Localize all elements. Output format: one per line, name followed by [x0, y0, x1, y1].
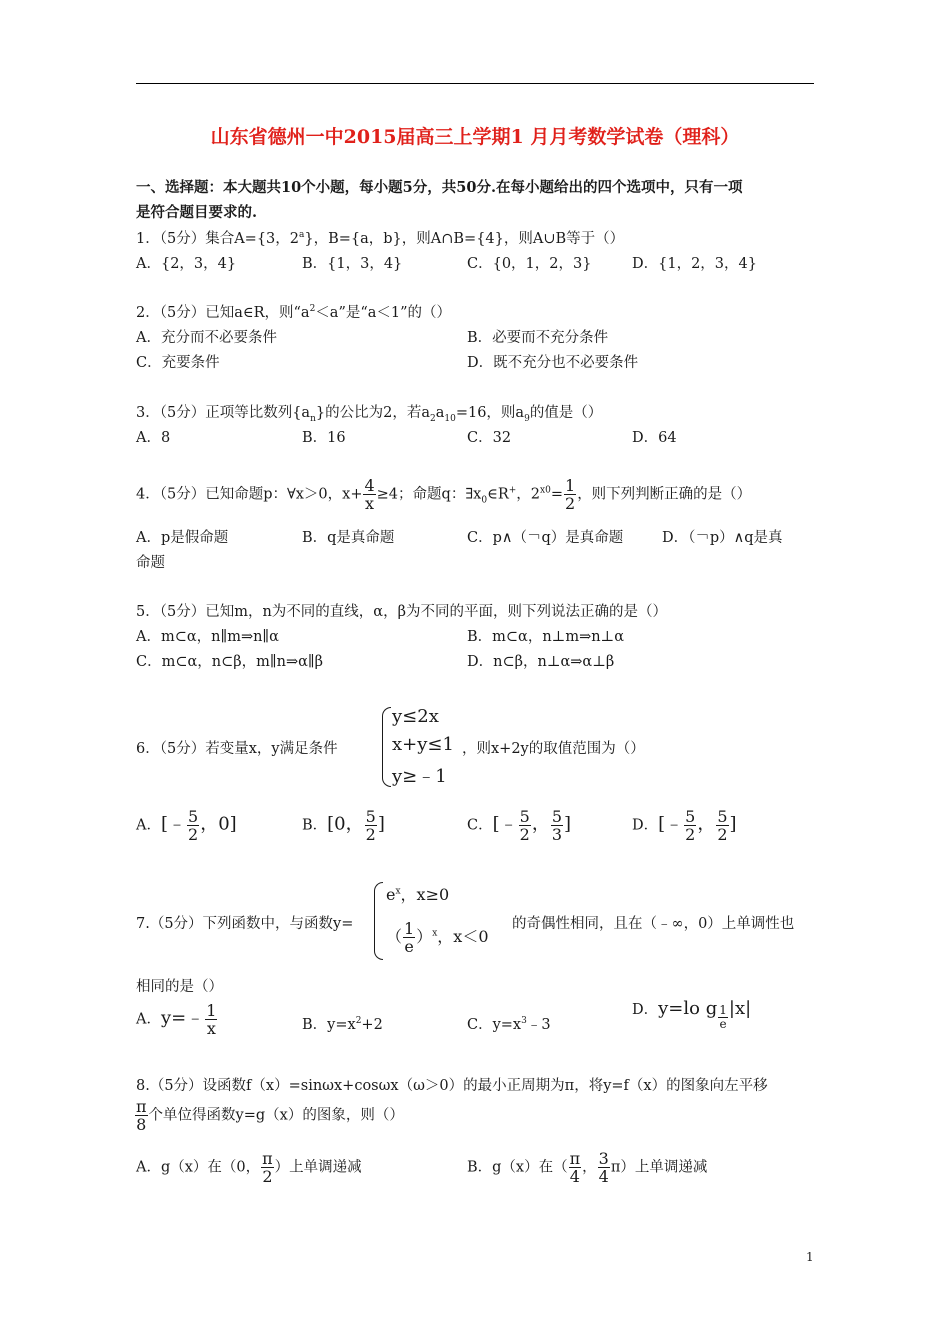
q1-option-b: B．{1，3，4} [302, 256, 403, 272]
q3-option-c: C．32 [467, 430, 512, 446]
question-7-stem-cont: 相同的是（） [136, 979, 223, 995]
q4-option-b: B．q是真命题 [302, 530, 395, 546]
question-1-stem: 1．（5分）集合A={3，2$^a$}，B={a，b}，则A∩B={4}，则A∪B等于（） [136, 230, 625, 247]
question-8-stem: 8.（5分）设函数f（x）=sinωx+cosωx（ω＞0）的最小正周期为π，将y=f（x）的图象向左平移 [136, 1078, 768, 1094]
fraction-1-over-2: $\frac{1}{2}$ [565, 476, 576, 513]
q7-option-c: C．$y=x^3﹣3$ [467, 1016, 551, 1033]
system-brace [382, 707, 391, 787]
q6-condition-3: y≥﹣1 [392, 766, 447, 787]
q1-option-a: A．{2，3，4} [136, 256, 237, 272]
page-title: 山东省德州一中2015届高三上学期1 月月考数学试卷（理科） [210, 126, 740, 148]
q2-option-c: C．充要条件 [136, 355, 220, 371]
q8-option-a: A．g（x）在（0， $\frac{\pi}{2}$ ）上单调递减 [136, 1149, 362, 1186]
q4-option-a: A．p是假命题 [136, 530, 229, 546]
q3-option-b: B．16 [302, 430, 346, 446]
q6-option-b: B．[0， $\frac{5}{2}$ ] [302, 807, 385, 844]
question-6-stem-start: 6．（5分）若变量x，y满足条件 [136, 741, 338, 757]
question-3-stem: 3．（5分）正项等比数列$\{a_n\}$的公比为2，若$a_2a_{10}=16$，则$a_9$的值是（） [136, 405, 603, 424]
q7-option-b: B．$y=x^2+2$ [302, 1016, 383, 1033]
q7-case-2: （ $\frac{1}{e}$ ）$^x$，x＜0 [386, 919, 489, 956]
question-7-stem-start: 7.（5分）下列函数中，与函数y= [136, 916, 354, 932]
q6-condition-2: x+y≤1 [392, 734, 454, 755]
q4-option-c: C．p∧（￢q）是真命题 [467, 530, 624, 546]
q2-option-a: A．充分而不必要条件 [136, 330, 277, 346]
question-5-stem: 5．（5分）已知m，n为不同的直线，α，β为不同的平面，则下列说法正确的是（） [136, 604, 667, 620]
q6-option-c: C．[﹣ $\frac{5}{2}$ ， $\frac{5}{3}$ ] [467, 807, 572, 844]
q6-option-a: A．[﹣ $\frac{5}{2}$ ，0] [136, 807, 237, 844]
question-8-stem-cont: $\frac{\pi}{8}$ 个单位得函数y=g（x）的图象，则（） [136, 1097, 404, 1134]
q4-option-d: D．（￢p）∧q是真 [662, 530, 783, 546]
piecewise-brace [374, 882, 383, 960]
q3-option-d: D．64 [632, 430, 677, 446]
question-6-stem-end: ，则x+2y的取值范围为（） [462, 741, 645, 757]
q7-option-d: D．y=lo g $\frac{1}{e}$ |x| [632, 998, 752, 1031]
q5-option-b: B．m⊂α，n⊥m⇒n⊥α [467, 629, 624, 645]
q4-option-d-continued: 命题 [136, 555, 165, 571]
question-2-stem: 2．（5分）已知a∈R，则“$a^2<a$”是“a＜1”的（） [136, 304, 452, 321]
q1-option-c: C．{0，1，2，3} [467, 256, 592, 272]
fraction-4-over-x: $\frac{4}{x}$ [364, 476, 375, 513]
q6-condition-1: y≤2x [392, 706, 439, 727]
header-rule [136, 83, 814, 84]
q2-option-b: B．必要而不充分条件 [467, 330, 609, 346]
question-4-stem: 4．（5分）已知命题p：∀x＞0，x+ $\frac{4}{x}$ ≥4；命题q：$\exists x_0\in R^+$，$2^{x0}=$ $\frac{1}{2}$ ，则下列判断正确的是（） [136, 476, 752, 513]
q5-option-d: D．n⊂β，n⊥α⇒α⊥β [467, 654, 615, 670]
q7-option-a: A．y=﹣ $\frac{1}{x}$ [136, 1001, 217, 1038]
q1-option-d: D．{1，2，3，4} [632, 256, 757, 272]
page-number: 1 [806, 1250, 814, 1264]
q2-option-d: D．既不充分也不必要条件 [467, 355, 639, 371]
q5-option-c: C．m⊂α，n⊂β，m∥n⇒α∥β [136, 654, 323, 670]
q3-option-a: A．8 [136, 430, 171, 446]
section-heading-line2: 是符合题目要求的. [136, 204, 258, 221]
q6-option-d: D．[﹣ $\frac{5}{2}$ ， $\frac{5}{2}$ ] [632, 807, 737, 844]
section-heading-line1: 一、选择题：本大题共10个小题，每小题5分，共50分.在每小题给出的四个选项中，只有一项 [136, 179, 743, 196]
q5-option-a: A．m⊂α，n∥m⇒n∥α [136, 629, 279, 645]
q7-case-1: $e^x$，x≥0 [386, 885, 450, 904]
q8-option-b: B．g（x）在（ $\frac{\pi}{4}$ ， $\frac{3}{4}$ π）上单调递减 [467, 1149, 708, 1186]
question-7-stem-end: 的奇偶性相同，且在（﹣∞，0）上单调性也 [512, 916, 795, 932]
